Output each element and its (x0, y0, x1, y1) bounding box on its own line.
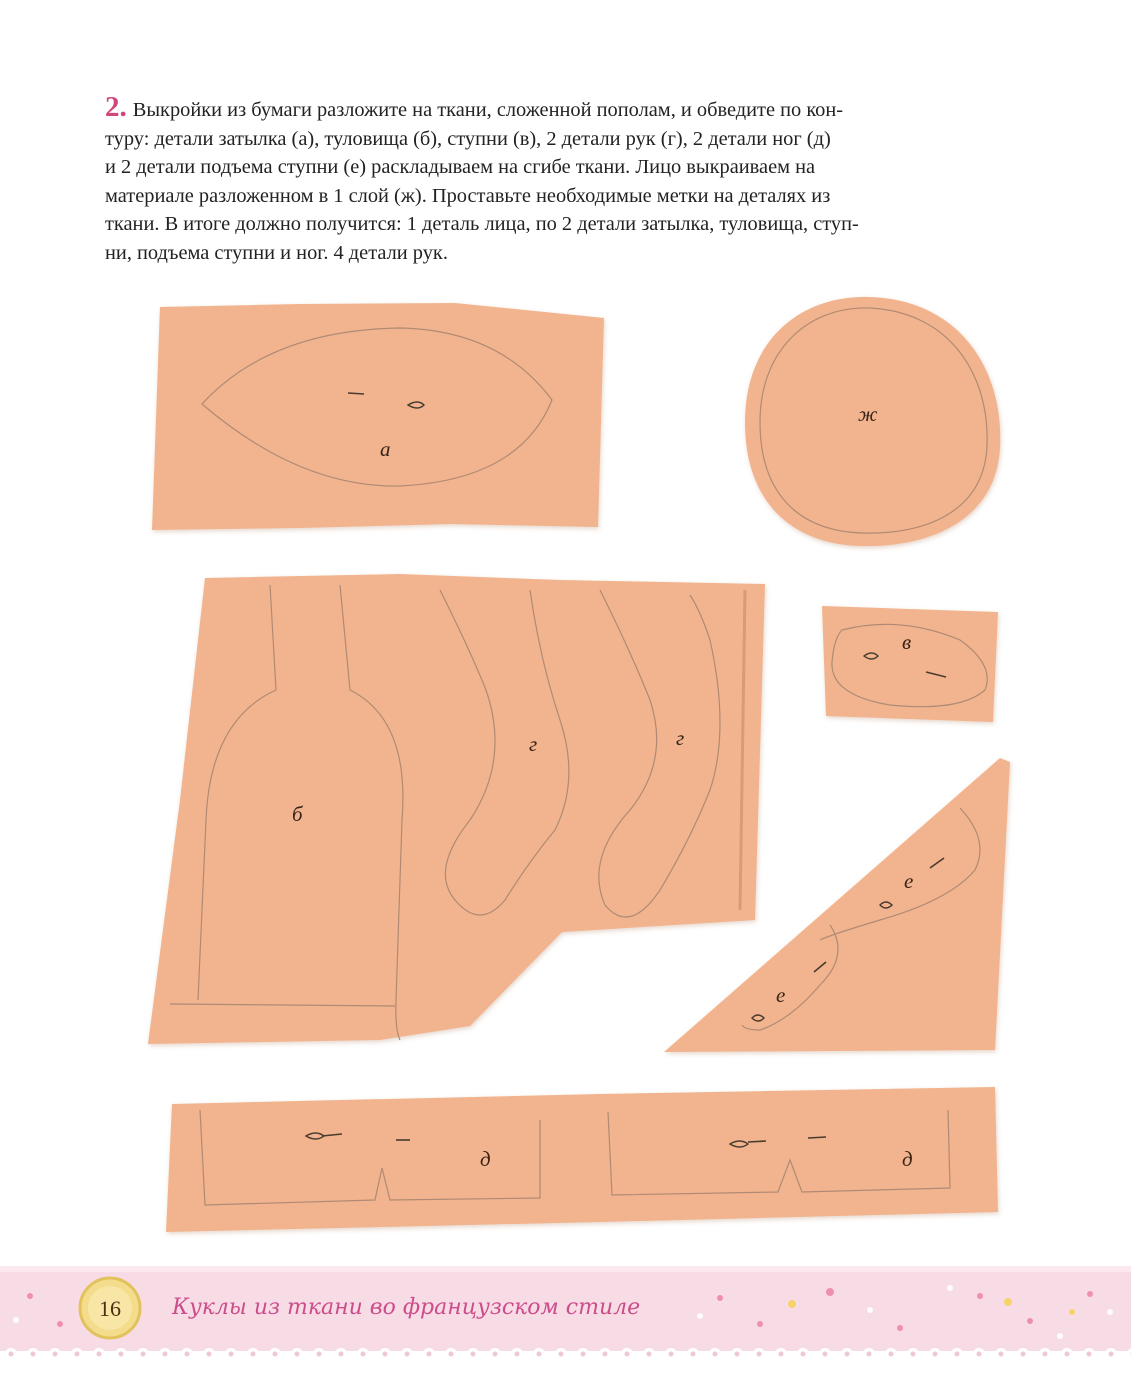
text-line-3: и 2 детали подъема ступни (е) раскладываем на сгибе ткани. Лицо выкраиваем на (105, 156, 816, 179)
fabric-piece-nape (152, 303, 604, 530)
step-number: 2. (105, 91, 127, 123)
page-number-button (80, 1278, 140, 1338)
text-line-4: материале разложенном в 1 слой (ж). Проставьте необходимые метки на деталях из (105, 184, 831, 207)
text-line-2: туру: детали затылка (а), туловища (б), ступни (в), 2 детали рук (г), 2 детали ног (д) (105, 127, 831, 150)
label-nape: а (380, 437, 391, 461)
fabric-piece-body-arms (148, 574, 765, 1044)
label-instep-1: е (904, 869, 914, 893)
label-body: б (292, 802, 303, 826)
label-instep-2: е (776, 983, 786, 1007)
book-title: Куклы из ткани во французском стиле (172, 1295, 641, 1320)
text-line-1-content: Выкройки из бумаги разложите на ткани, сложенной пополам, и обведите по кон- (132, 99, 844, 121)
label-arm-1: г (529, 732, 538, 756)
fabric-piece-face (745, 297, 1000, 546)
page-number: 16 (99, 1296, 121, 1321)
label-face: ж (858, 402, 878, 426)
label-leg-1: д (480, 1147, 491, 1171)
label-arm-2: г (676, 726, 685, 750)
label-foot: в (902, 630, 912, 654)
text-line-6: ни, подъема ступни и ног. 4 детали рук. (105, 241, 448, 264)
page-footer (0, 1266, 1131, 1377)
text-line-5: ткани. В итоге должно получится: 1 деталь лица, по 2 детали затылка, туловища, ступ- (105, 213, 859, 236)
lace-border (0, 1348, 1131, 1377)
fabric-piece-foot (822, 606, 998, 722)
label-leg-2: д (902, 1147, 913, 1171)
fabric-piece-legs (166, 1087, 998, 1232)
